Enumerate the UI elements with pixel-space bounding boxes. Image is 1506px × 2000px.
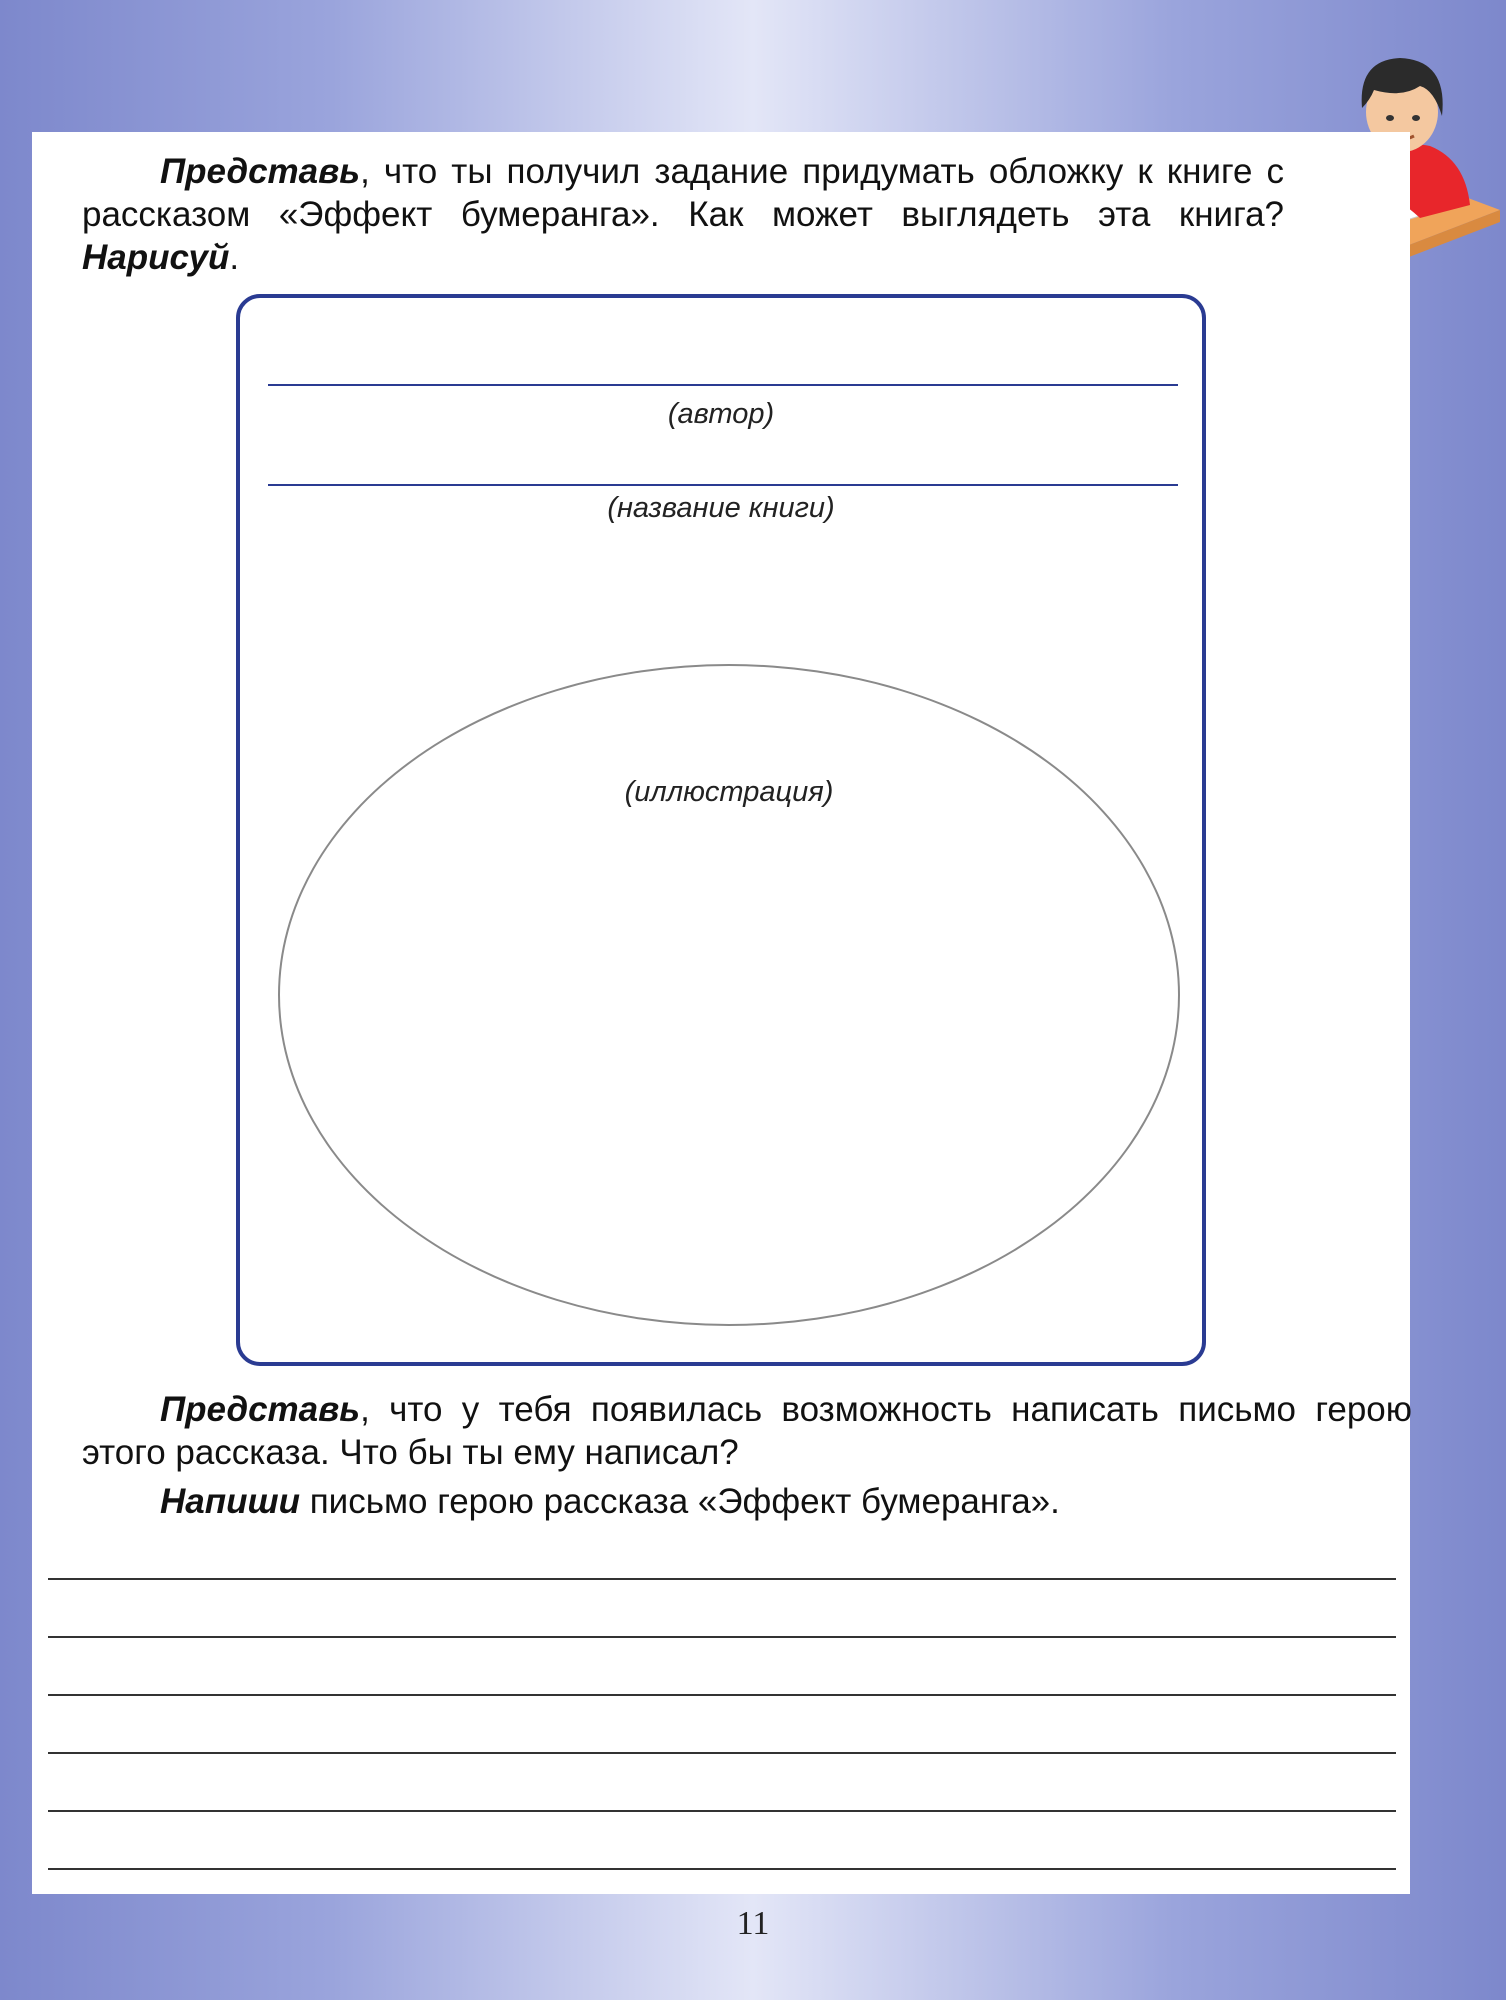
book-cover-frame — [236, 294, 1206, 1366]
task3-text: письмо герою рассказа «Эффект бумеранга». — [300, 1482, 1060, 1521]
illustration-caption: (иллюстрация) — [624, 776, 834, 808]
author-caption: (автор) — [667, 398, 775, 430]
task2-emphasis: Представь — [160, 1390, 361, 1429]
illustration-oval[interactable] — [278, 664, 1180, 1326]
writing-line[interactable] — [48, 1810, 1396, 1812]
page-number: 11 — [736, 1905, 770, 1942]
writing-line[interactable] — [48, 1694, 1396, 1696]
task1-text: , что ты получил задание придумать обложку к книге с рассказом «Эффект бумеранга». Как может выглядеть эта книга? — [82, 152, 1284, 234]
writing-line[interactable] — [48, 1868, 1396, 1870]
worksheet-page — [32, 132, 1410, 1894]
book-title-caption: (название книги) — [607, 492, 835, 524]
task-imagine-letter — [82, 1388, 1412, 1474]
task2-text: , что у тебя появилась возможность написать письмо герою этого рассказа. Что бы ты ему написал? — [82, 1390, 1412, 1472]
task-write-letter — [82, 1480, 1284, 1523]
writing-line[interactable] — [48, 1636, 1396, 1638]
writing-line[interactable] — [48, 1578, 1396, 1580]
task1-end: . — [229, 238, 240, 277]
book-title-line[interactable] — [268, 484, 1178, 486]
writing-line[interactable] — [48, 1752, 1396, 1754]
task-draw-cover — [82, 150, 1284, 279]
task1-emphasis-draw: Нарисуй — [82, 238, 230, 277]
author-line[interactable] — [268, 384, 1178, 386]
task3-emphasis: Напиши — [160, 1482, 300, 1521]
task1-emphasis: Представь — [160, 152, 361, 191]
